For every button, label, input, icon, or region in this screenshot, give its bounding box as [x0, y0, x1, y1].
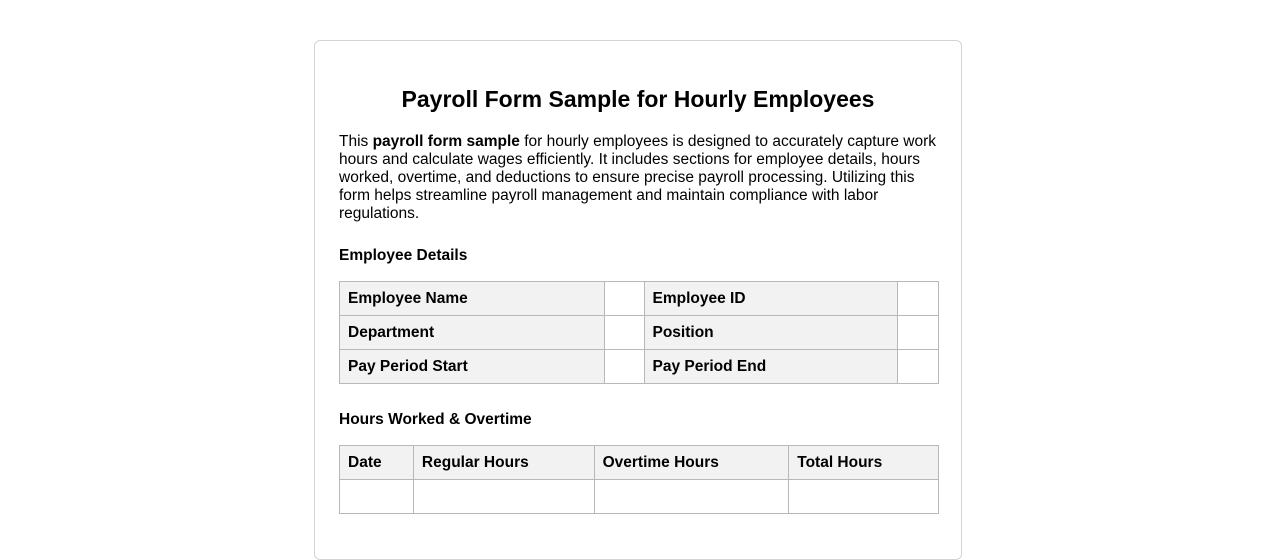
column-header-regular-hours: Regular Hours	[413, 446, 594, 480]
employee-name-field[interactable]	[604, 282, 644, 316]
employee-details-heading: Employee Details	[339, 247, 468, 264]
employee-id-label: Employee ID	[644, 282, 898, 316]
column-header-overtime-hours: Overtime Hours	[594, 446, 789, 480]
table-row	[340, 480, 939, 514]
employee-id-field[interactable]	[898, 282, 939, 316]
payroll-form-card	[314, 40, 962, 560]
column-header-date: Date	[340, 446, 414, 480]
employee-details-table	[339, 281, 939, 384]
department-field[interactable]	[604, 316, 644, 350]
employee-name-label: Employee Name	[340, 282, 605, 316]
pay-period-start-label: Pay Period Start	[340, 350, 605, 384]
table-row	[340, 316, 939, 350]
table-row	[340, 350, 939, 384]
intro-paragraph	[339, 133, 939, 223]
regular-hours-cell[interactable]	[413, 480, 594, 514]
table-header-row	[340, 446, 939, 480]
pay-period-end-label: Pay Period End	[644, 350, 898, 384]
intro-prefix: This	[339, 133, 373, 150]
total-hours-cell[interactable]	[789, 480, 939, 514]
overtime-hours-cell[interactable]	[594, 480, 789, 514]
intro-suffix: for hourly employees is designed to accurately capture work hours and calculate wages efficiently. It includes sections for employee details, hours worked, overtime, and deductions to ensure precise payroll processing. Utilizing this form helps streamline payroll management and maintain compliance with labor regulations.	[339, 133, 937, 222]
intro-bold-phrase: payroll form sample	[372, 133, 520, 150]
department-label: Department	[340, 316, 605, 350]
date-cell[interactable]	[340, 480, 414, 514]
table-row	[340, 282, 939, 316]
pay-period-end-field[interactable]	[898, 350, 939, 384]
position-field[interactable]	[898, 316, 939, 350]
pay-period-start-field[interactable]	[604, 350, 644, 384]
hours-worked-table	[339, 445, 939, 514]
hours-worked-heading: Hours Worked & Overtime	[339, 411, 532, 428]
position-label: Position	[644, 316, 898, 350]
page-title: Payroll Form Sample for Hourly Employees	[401, 86, 875, 112]
column-header-total-hours: Total Hours	[789, 446, 939, 480]
